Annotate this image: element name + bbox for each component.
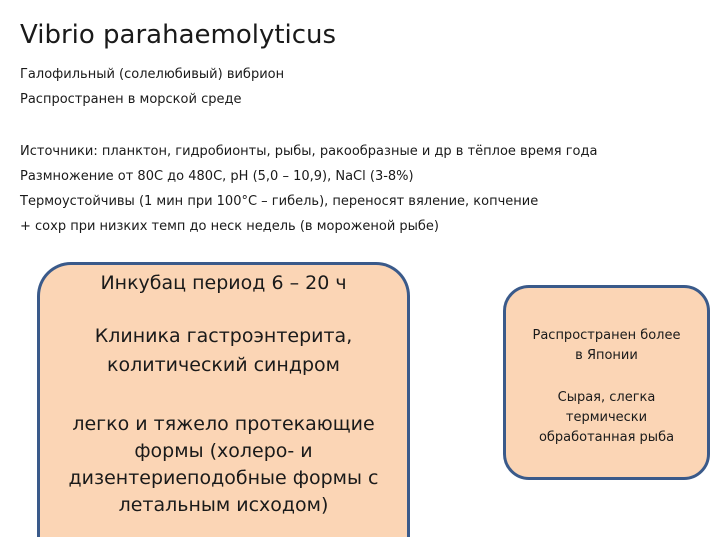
disease-forms bbox=[40, 411, 407, 519]
forms-line: дизентериеподобные формы с bbox=[68, 467, 379, 489]
food-line: Сырая, слегка bbox=[557, 390, 656, 405]
food-line: обработанная рыба bbox=[538, 430, 675, 445]
food-source bbox=[506, 388, 707, 448]
clinical-features-box bbox=[37, 262, 410, 537]
intro-block bbox=[20, 62, 284, 112]
fact-line: Размножение от 80С до 480С, рН (5,0 – 10,9), NaCl (3-8%) bbox=[20, 169, 414, 184]
food-line: термически bbox=[565, 410, 648, 425]
clinic-description bbox=[40, 322, 407, 380]
forms-line: легко и тяжело протекающие bbox=[72, 413, 375, 435]
forms-line: летальным исходом) bbox=[118, 494, 329, 516]
slide-title: Vibrio parahaemolyticus bbox=[20, 20, 337, 50]
intro-line: Галофильный (солелюбивый) вибрион bbox=[20, 67, 285, 82]
clinic-line: колитический синдром bbox=[107, 354, 340, 376]
facts-block bbox=[20, 139, 597, 239]
fact-line: Термоустойчивы (1 мин при 100°С – гибель), переносят вяление, копчение bbox=[20, 194, 539, 209]
spread-line: в Японии bbox=[575, 348, 638, 363]
spread-line: Распространен более bbox=[532, 328, 681, 343]
clinic-line: Клиника гастроэнтерита, bbox=[94, 325, 353, 347]
geographic-spread bbox=[506, 326, 707, 366]
fact-line: + сохр при низких темп до неск недель (в мороженой рыбе) bbox=[20, 219, 440, 234]
fact-line: Источники: планктон, гидробионты, рыбы, ракообразные и др в тёплое время года bbox=[20, 144, 598, 159]
intro-line: Распространен в морской среде bbox=[20, 92, 242, 107]
incubation-period: Инкубац период 6 – 20 ч bbox=[100, 272, 347, 294]
epidemiology-box bbox=[503, 285, 710, 480]
forms-line: формы (холеро- и bbox=[134, 440, 313, 462]
